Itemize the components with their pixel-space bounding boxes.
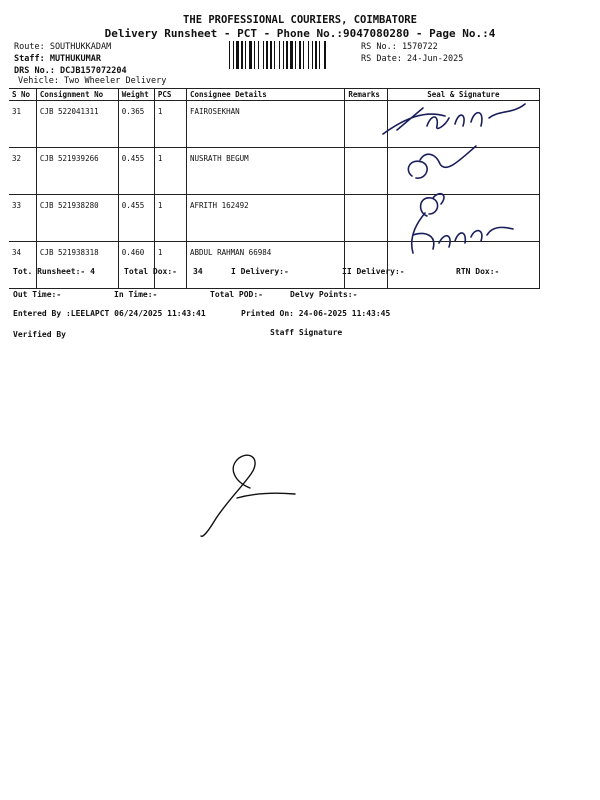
cell-pcs: 1 — [154, 242, 186, 289]
printed-on: Printed On: 24-06-2025 11:43:45 — [241, 309, 391, 318]
cell-pcs: 1 — [154, 148, 186, 195]
document-subtitle: Delivery Runsheet - PCT - Phone No.:9047080280 - Page No.:4 — [104, 27, 496, 40]
cell-weight: 0.460 — [118, 242, 154, 289]
col-signature-header: Seal & Signature — [387, 89, 539, 101]
cell-sno: 31 — [9, 101, 36, 148]
col-consignee-header: Consignee Details — [186, 89, 344, 101]
col-pcs-header: PCS — [154, 89, 186, 101]
signature-row-31 — [375, 96, 540, 144]
cell-weight: 0.455 — [118, 148, 154, 195]
staff-label: Staff: MUTHUKUMAR — [14, 54, 101, 64]
ii-delivery: II Delivery:- — [342, 267, 405, 276]
total-dox-label: Total Dox:- — [124, 267, 177, 276]
cell-consignee: AFRITH 162492 — [186, 195, 344, 242]
cell-consignee: NUSRATH BEGUM — [186, 148, 344, 195]
signature-row-32 — [400, 140, 490, 188]
cell-sno: 34 — [9, 242, 36, 289]
cell-remarks — [345, 195, 387, 242]
rs-date: RS Date: 24-Jun-2025 — [361, 54, 464, 64]
cell-consignment: CJB 521938280 — [36, 195, 118, 242]
in-time: In Time:- — [114, 290, 158, 299]
col-remarks-header: Remarks — [345, 89, 387, 101]
document-title: THE PROFESSIONAL COURIERS, COIMBATORE — [183, 14, 417, 26]
cell-consignment: CJB 521938318 — [36, 242, 118, 289]
cell-remarks — [345, 242, 387, 289]
cell-weight: 0.455 — [118, 195, 154, 242]
out-time: Out Time:- — [13, 290, 62, 299]
staff-signature-image — [195, 448, 305, 543]
cell-sno: 33 — [9, 195, 36, 242]
rs-number: RS No.: 1570722 — [361, 42, 438, 52]
i-delivery: I Delivery:- — [231, 267, 289, 276]
vehicle-label: Vehicle: Two Wheeler Delivery — [18, 76, 167, 86]
cell-consignment: CJB 521939266 — [36, 148, 118, 195]
tot-runsheet: Tot. Runsheet:- 4 — [13, 267, 95, 276]
barcode-image — [229, 41, 354, 69]
col-sno-header: S No — [9, 89, 36, 101]
route-label: Route: SOUTHUKKADAM — [14, 42, 112, 52]
col-weight-header: Weight — [118, 89, 154, 101]
cell-pcs: 1 — [154, 101, 186, 148]
cell-weight: 0.365 — [118, 101, 154, 148]
verified-by: Verified By — [13, 330, 66, 339]
cell-sno: 32 — [9, 148, 36, 195]
cell-remarks — [345, 148, 387, 195]
entered-by: Entered By :LEELAPCT 06/24/2025 11:43:41 — [13, 309, 206, 318]
cell-consignee: FAIROSEKHAN — [186, 101, 344, 148]
cell-consignment: CJB 522041311 — [36, 101, 118, 148]
rtn-dox: RTN Dox:- — [456, 267, 500, 276]
staff-signature-label: Staff Signature — [270, 328, 343, 337]
delvy-points: Delvy Points:- — [290, 290, 358, 299]
total-pod: Total POD:- — [210, 290, 263, 299]
drs-number: DRS No.: DCJB157072204 — [14, 66, 127, 76]
signature-row-34 — [395, 205, 525, 265]
col-consignment-header: Consignment No — [36, 89, 118, 101]
total-dox-value: 34 — [193, 267, 203, 276]
cell-pcs: 1 — [154, 195, 186, 242]
cell-consignee: ABDUL RAHMAN 66984 — [186, 242, 344, 289]
